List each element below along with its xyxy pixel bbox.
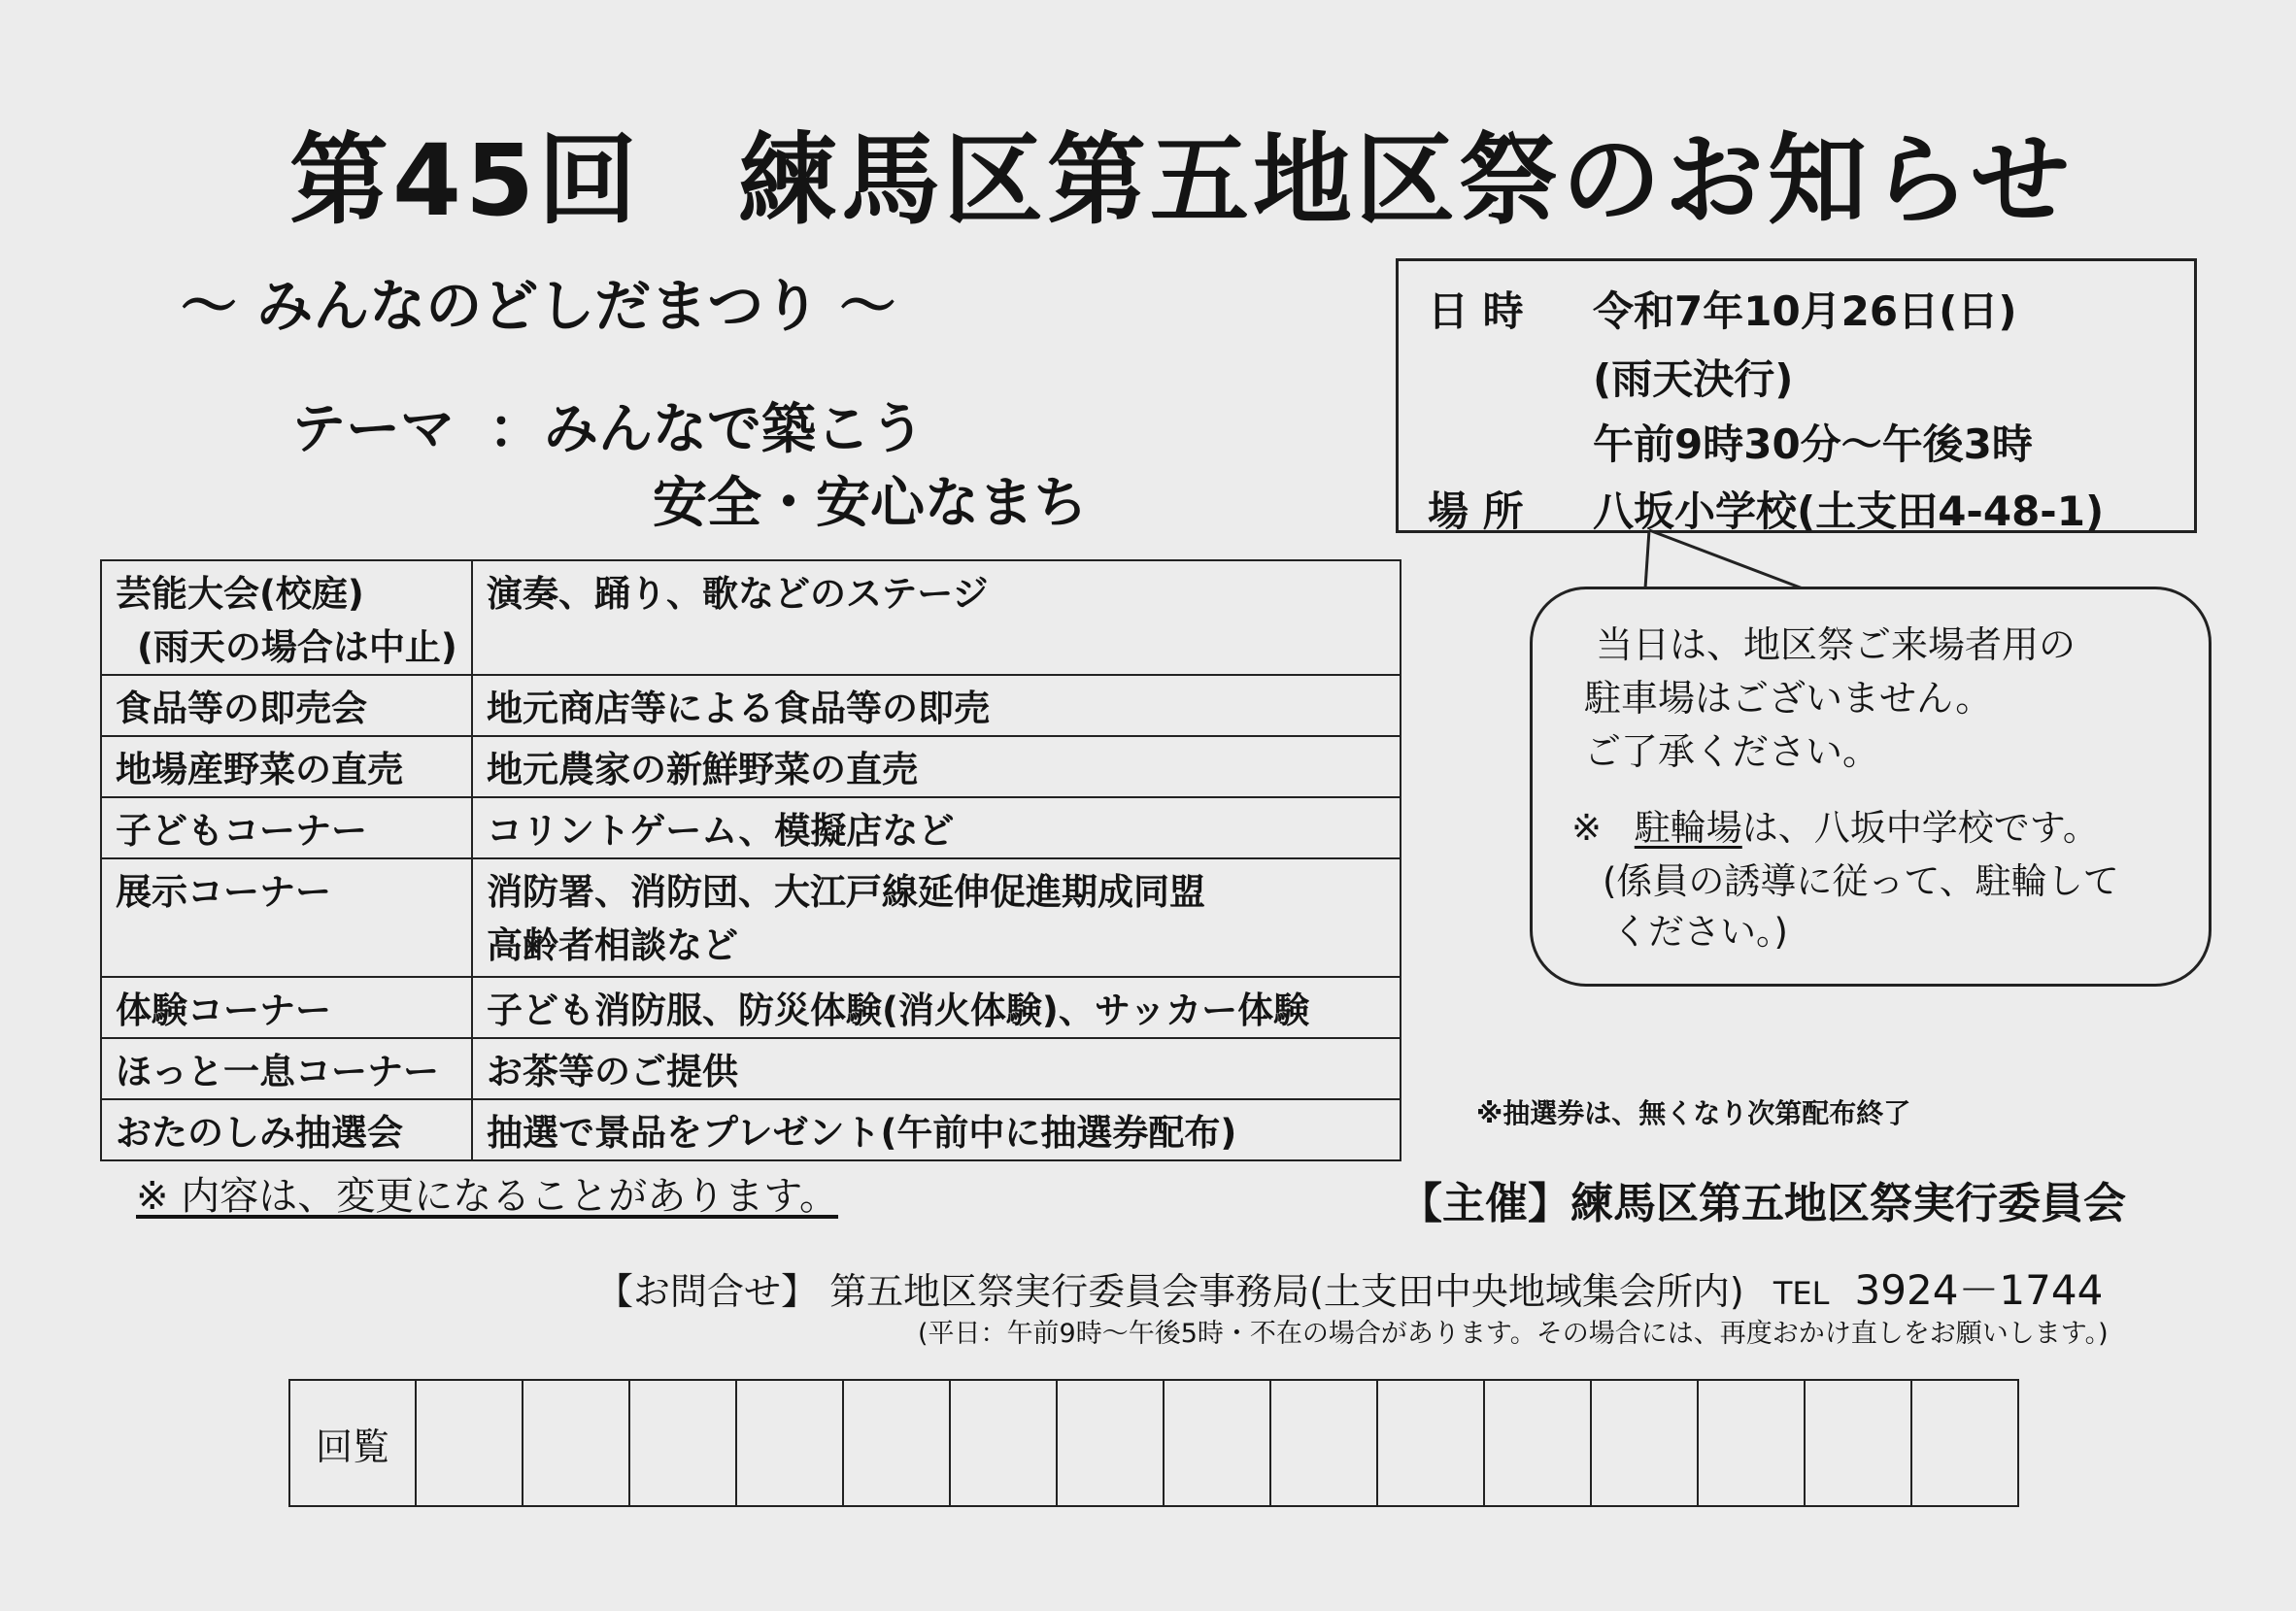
stamp-box[interactable] [843,1380,950,1506]
stamp-box[interactable] [1911,1380,2018,1506]
event-name: ほっと一息コーナー [101,1038,472,1099]
bubble-line-3: ご了承ください。 [1584,730,1880,773]
rain-note: (雨天決行) [1593,355,1794,403]
event-desc: 消防署、消防団、大江戸線延伸促進期成同盟 [487,871,1205,913]
table-row [101,1038,1401,1099]
bicycle-note [1571,801,2099,855]
events-table [100,559,1401,1161]
event-desc: お茶等のご提供 [472,1038,1401,1099]
event-name: 芸能大会(校庭) [116,573,364,615]
table-row [101,977,1401,1038]
table-row [101,736,1401,797]
bicycle-note-text: は、八坂中学校です。 [1741,807,2099,849]
circulation-boxes [288,1379,2019,1507]
event-name: 体験コーナー [101,977,472,1038]
bicycle-parking-label: 駐輪場 [1634,807,1742,849]
bicycle-note-line-3: ください。) [1612,911,1788,953]
stamp-box[interactable] [950,1380,1057,1506]
event-name: 地場産野菜の直売 [101,736,472,797]
theme-line-2: 安全・安心なまち [653,472,1088,535]
table-row [101,560,1401,675]
title-number: 第45回 [289,123,641,239]
theme-colon: ： [489,398,543,461]
organizer: 【主催】練馬区第五地区祭実行委員会 [1400,1179,2126,1228]
stamp-box[interactable] [1698,1380,1805,1506]
event-name: 食品等の即売会 [101,675,472,736]
stamp-box[interactable] [1164,1380,1270,1506]
raffle-note: ※抽選券は、無くなり次第配布終了 [1476,1097,1911,1129]
theme-line-1: みんなで築こう [544,398,925,461]
event-desc: 抽選で景品をプレゼント(午前中に抽選券配布) [472,1099,1401,1160]
bubble-pointer-mask [1632,581,1826,594]
title-main: 練馬区第五地区祭のお知らせ [737,123,2074,239]
event-name: 子どもコーナー [101,797,472,858]
circulation-row [289,1380,2018,1506]
event-name-sub: (雨天の場合は中止) [137,626,457,668]
stamp-box[interactable] [1377,1380,1484,1506]
stamp-box[interactable] [1484,1380,1591,1506]
table-row [101,1099,1401,1160]
bubble-line-1: 当日は、地区祭ご来場者用の [1596,623,2077,666]
theme-label: テーマ [291,398,455,461]
stamp-box[interactable] [1591,1380,1698,1506]
office-hours: (平日：午前9時～午後5時・不在の場合があります。その場合には、再度おかけ直しをお願いします。) [918,1319,2109,1349]
event-desc: 子ども消防服、防災体験(消火体験)、サッカー体験 [472,977,1401,1038]
event-name: おたのしみ抽選会 [101,1099,472,1160]
stamp-box[interactable] [1805,1380,1911,1506]
contact-label: 【お問合せ】 [596,1270,819,1313]
event-desc: コリントゲーム、模擬店など [472,797,1401,858]
stamp-box[interactable] [736,1380,843,1506]
circulation-label: 回覧 [289,1380,416,1506]
date-label: 日 時 [1428,287,1524,335]
event-desc: 地元商店等による食品等の即売 [472,675,1401,736]
note-mark: ※ [1571,807,1603,849]
event-desc: 高齢者相談など [487,924,738,966]
event-name: 展示コーナー [101,858,472,977]
event-name-cell [101,560,472,675]
time-value: 午前9時30分～午後3時 [1593,420,2033,468]
place-value: 八坂小学校(土支田4-48-1) [1593,487,2105,535]
stamp-box[interactable] [1057,1380,1164,1506]
event-desc: 地元農家の新鮮野菜の直売 [472,736,1401,797]
event-desc-cell [472,858,1401,977]
table-row [101,797,1401,858]
table-row [101,675,1401,736]
event-desc: 演奏、踊り、歌などのステージ [487,573,989,615]
event-desc-cell [472,560,1401,675]
stamp-box[interactable] [629,1380,736,1506]
date-value: 令和7年10月26日(日) [1593,287,2017,335]
change-note: ※ 内容は、変更になることがあります。 [136,1174,839,1219]
stamp-box[interactable] [523,1380,629,1506]
tel-label: TEL [1773,1275,1830,1312]
page-title [289,102,2074,244]
place-label: 場 所 [1428,487,1524,535]
bicycle-note-line-2: (係員の誘導に従って、駐輪して [1603,860,2119,902]
stamp-box[interactable] [1270,1380,1377,1506]
subtitle: ～ みんなのどしだまつり ～ [181,273,896,339]
tel-number: 3924－1744 [1854,1266,2104,1314]
contact-office: 第五地区祭実行委員会事務局(土支田中央地域集会所内) [829,1270,1744,1313]
contact-line [596,1259,2103,1317]
bubble-line-2: 駐車場はございません。 [1584,677,1993,720]
stamp-box[interactable] [416,1380,523,1506]
table-row [101,858,1401,977]
